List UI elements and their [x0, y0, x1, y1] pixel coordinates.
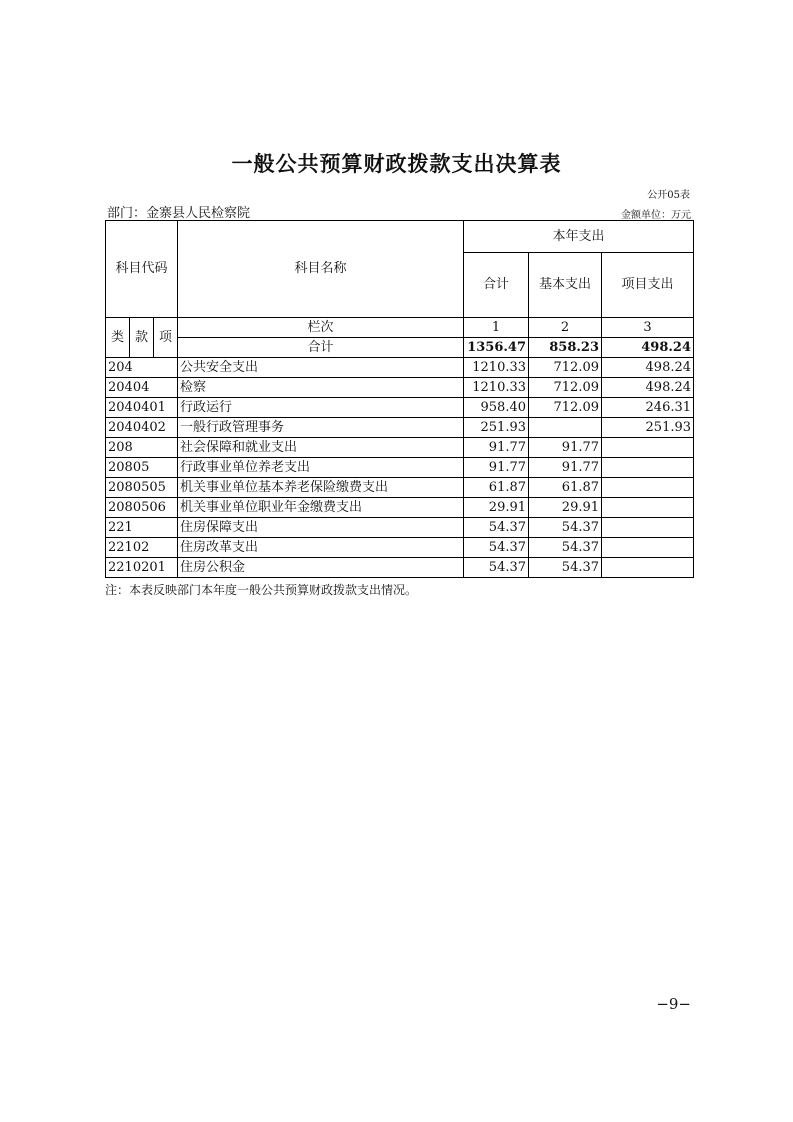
header-kuan: 款 [130, 318, 154, 358]
table-row [106, 358, 694, 378]
total-label: 合计 [178, 338, 464, 358]
table-row [106, 518, 694, 538]
row-basic: 54.37 [529, 538, 602, 558]
header-lei: 类 [106, 318, 130, 358]
row-code: 221 [106, 518, 178, 538]
row-total: 958.40 [464, 398, 529, 418]
document-title: 一般公共预算财政拨款支出决算表 [231, 152, 562, 176]
row-basic: 29.91 [529, 498, 602, 518]
header-row-index [106, 318, 694, 338]
row-name: 行政运行 [178, 398, 464, 418]
row-name: 住房改革支出 [178, 538, 464, 558]
row-code: 20805 [106, 458, 178, 478]
table-row [106, 438, 694, 458]
row-project: 498.24 [602, 378, 694, 398]
row-project: 498.24 [602, 358, 694, 378]
header-row-1 [106, 221, 694, 253]
total-row [106, 338, 694, 358]
form-number: 公开05表 [647, 190, 690, 201]
table-note: 注：本表反映部门本年度一般公共预算财政拨款支出情况。 [105, 583, 418, 597]
row-name: 住房公积金 [178, 558, 464, 578]
row-name: 一般行政管理事务 [178, 418, 464, 438]
table-row [106, 418, 694, 438]
amount-unit-label: 金额单位：万元 [621, 210, 691, 221]
header-total: 合计 [464, 253, 529, 318]
expenditure-table [105, 220, 694, 578]
row-project [602, 558, 694, 578]
row-basic: 91.77 [529, 458, 602, 478]
header-project: 项目支出 [602, 253, 694, 318]
total-value-project: 498.24 [602, 338, 694, 358]
row-code: 2210201 [106, 558, 178, 578]
total-value-total: 1356.47 [464, 338, 529, 358]
table-row [106, 538, 694, 558]
table-row [106, 498, 694, 518]
row-basic: 91.77 [529, 438, 602, 458]
row-total: 54.37 [464, 538, 529, 558]
row-code: 2080506 [106, 498, 178, 518]
row-name: 机关事业单位基本养老保险缴费支出 [178, 478, 464, 498]
table-row [106, 558, 694, 578]
row-project [602, 538, 694, 558]
row-basic: 712.09 [529, 398, 602, 418]
row-project [602, 498, 694, 518]
row-basic: 54.37 [529, 518, 602, 538]
row-name: 行政事业单位养老支出 [178, 458, 464, 478]
row-code: 204 [106, 358, 178, 378]
row-code: 20404 [106, 378, 178, 398]
header-col2: 2 [529, 318, 602, 338]
row-total: 1210.33 [464, 358, 529, 378]
row-total: 91.77 [464, 438, 529, 458]
row-code: 2080505 [106, 478, 178, 498]
row-project [602, 518, 694, 538]
row-name: 社会保障和就业支出 [178, 438, 464, 458]
page-number: −9− [656, 995, 691, 1013]
row-code: 2040402 [106, 418, 178, 438]
header-basic: 基本支出 [529, 253, 602, 318]
row-name: 住房保障支出 [178, 518, 464, 538]
row-basic [529, 418, 602, 438]
row-project: 246.31 [602, 398, 694, 418]
table-row [106, 378, 694, 398]
header-col3: 3 [602, 318, 694, 338]
row-code: 22102 [106, 538, 178, 558]
department-label: 部门：金寨县人民检察院 [107, 206, 251, 221]
header-col1: 1 [464, 318, 529, 338]
row-total: 61.87 [464, 478, 529, 498]
table-row [106, 458, 694, 478]
table-row [106, 398, 694, 418]
header-code: 科目代码 [106, 221, 178, 318]
row-project: 251.93 [602, 418, 694, 438]
row-project [602, 438, 694, 458]
row-code: 2040401 [106, 398, 178, 418]
table-row [106, 478, 694, 498]
row-name: 检察 [178, 378, 464, 398]
row-project [602, 478, 694, 498]
row-basic: 54.37 [529, 558, 602, 578]
row-basic: 712.09 [529, 378, 602, 398]
row-name: 公共安全支出 [178, 358, 464, 378]
total-value-basic: 858.23 [529, 338, 602, 358]
header-name: 科目名称 [178, 221, 464, 318]
row-name: 机关事业单位职业年金缴费支出 [178, 498, 464, 518]
row-total: 251.93 [464, 418, 529, 438]
header-column-index: 栏次 [178, 318, 464, 338]
row-total: 54.37 [464, 558, 529, 578]
row-project [602, 458, 694, 478]
row-total: 1210.33 [464, 378, 529, 398]
header-current-year: 本年支出 [464, 221, 694, 253]
row-code: 208 [106, 438, 178, 458]
row-total: 54.37 [464, 518, 529, 538]
header-xiang: 项 [154, 318, 178, 358]
row-total: 29.91 [464, 498, 529, 518]
row-total: 91.77 [464, 458, 529, 478]
row-basic: 61.87 [529, 478, 602, 498]
row-basic: 712.09 [529, 358, 602, 378]
